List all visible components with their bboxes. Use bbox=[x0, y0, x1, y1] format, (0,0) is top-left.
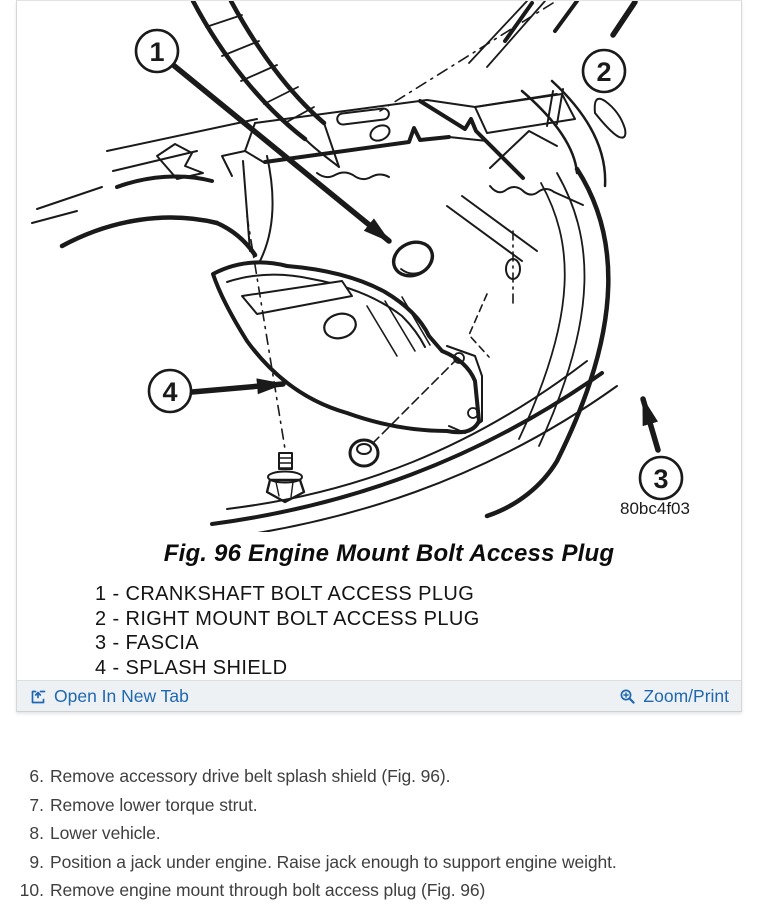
push-pin bbox=[350, 440, 378, 466]
step-number: 6. bbox=[29, 766, 44, 786]
legend-item: 2 - RIGHT MOUNT BOLT ACCESS PLUG bbox=[95, 607, 480, 630]
step-text: Lower vehicle. bbox=[50, 823, 161, 844]
callout-3: 3 bbox=[653, 464, 669, 494]
watermark-code: 80bc4f03 bbox=[620, 499, 690, 518]
callout-2: 2 bbox=[596, 57, 612, 87]
step-number: 10. bbox=[19, 880, 44, 901]
step-text: Position a jack under engine. Raise jack enough to support engine weight. bbox=[50, 851, 617, 872]
step-row bbox=[0, 791, 776, 820]
left-structure bbox=[32, 119, 273, 263]
step-text: Remove lower torque strut. bbox=[50, 794, 258, 815]
callout-4: 4 bbox=[162, 377, 178, 407]
fender-cut bbox=[469, 1, 625, 186]
figure-toolbar bbox=[17, 680, 741, 711]
open-in-new-tab-link[interactable] bbox=[30, 686, 189, 707]
open-in-new-tab-label: Open In New Tab bbox=[54, 685, 189, 706]
figure-panel bbox=[16, 0, 742, 712]
crankshaft-plug bbox=[388, 236, 438, 282]
figure-legend bbox=[17, 578, 741, 680]
external-link-icon bbox=[30, 688, 47, 705]
figure-caption: Fig. 96 Engine Mount Bolt Access Plug bbox=[163, 540, 615, 567]
step-text: Remove engine mount through bolt access plug (Fig. 96) bbox=[50, 880, 486, 901]
legend-item: 1 - CRANKSHAFT BOLT ACCESS PLUG bbox=[95, 583, 475, 605]
step-row bbox=[0, 876, 776, 905]
mount-bracket bbox=[420, 101, 583, 261]
zoom-print-label: Zoom/Print bbox=[643, 685, 729, 706]
splash-shield bbox=[213, 262, 482, 433]
callout-1: 1 bbox=[149, 37, 165, 67]
bolt bbox=[267, 453, 304, 502]
procedure-steps bbox=[0, 762, 776, 905]
frame-rail bbox=[222, 89, 575, 179]
step-number: 9. bbox=[29, 851, 44, 872]
step-row bbox=[0, 762, 776, 791]
zoom-print-link[interactable] bbox=[619, 686, 729, 707]
step-number: 8. bbox=[29, 823, 44, 844]
legend-item: 3 - FASCIA bbox=[95, 632, 200, 654]
step-row bbox=[0, 848, 776, 877]
figure-image bbox=[17, 1, 741, 532]
step-text: Remove accessory drive belt splash shield (Fig. 96). bbox=[50, 766, 451, 786]
legend-item: 4 - SPLASH SHIELD bbox=[95, 656, 288, 679]
magnifier-plus-icon bbox=[619, 688, 636, 705]
step-number: 7. bbox=[29, 794, 44, 815]
diagram-line-art bbox=[17, 1, 740, 532]
step-row bbox=[0, 819, 776, 848]
